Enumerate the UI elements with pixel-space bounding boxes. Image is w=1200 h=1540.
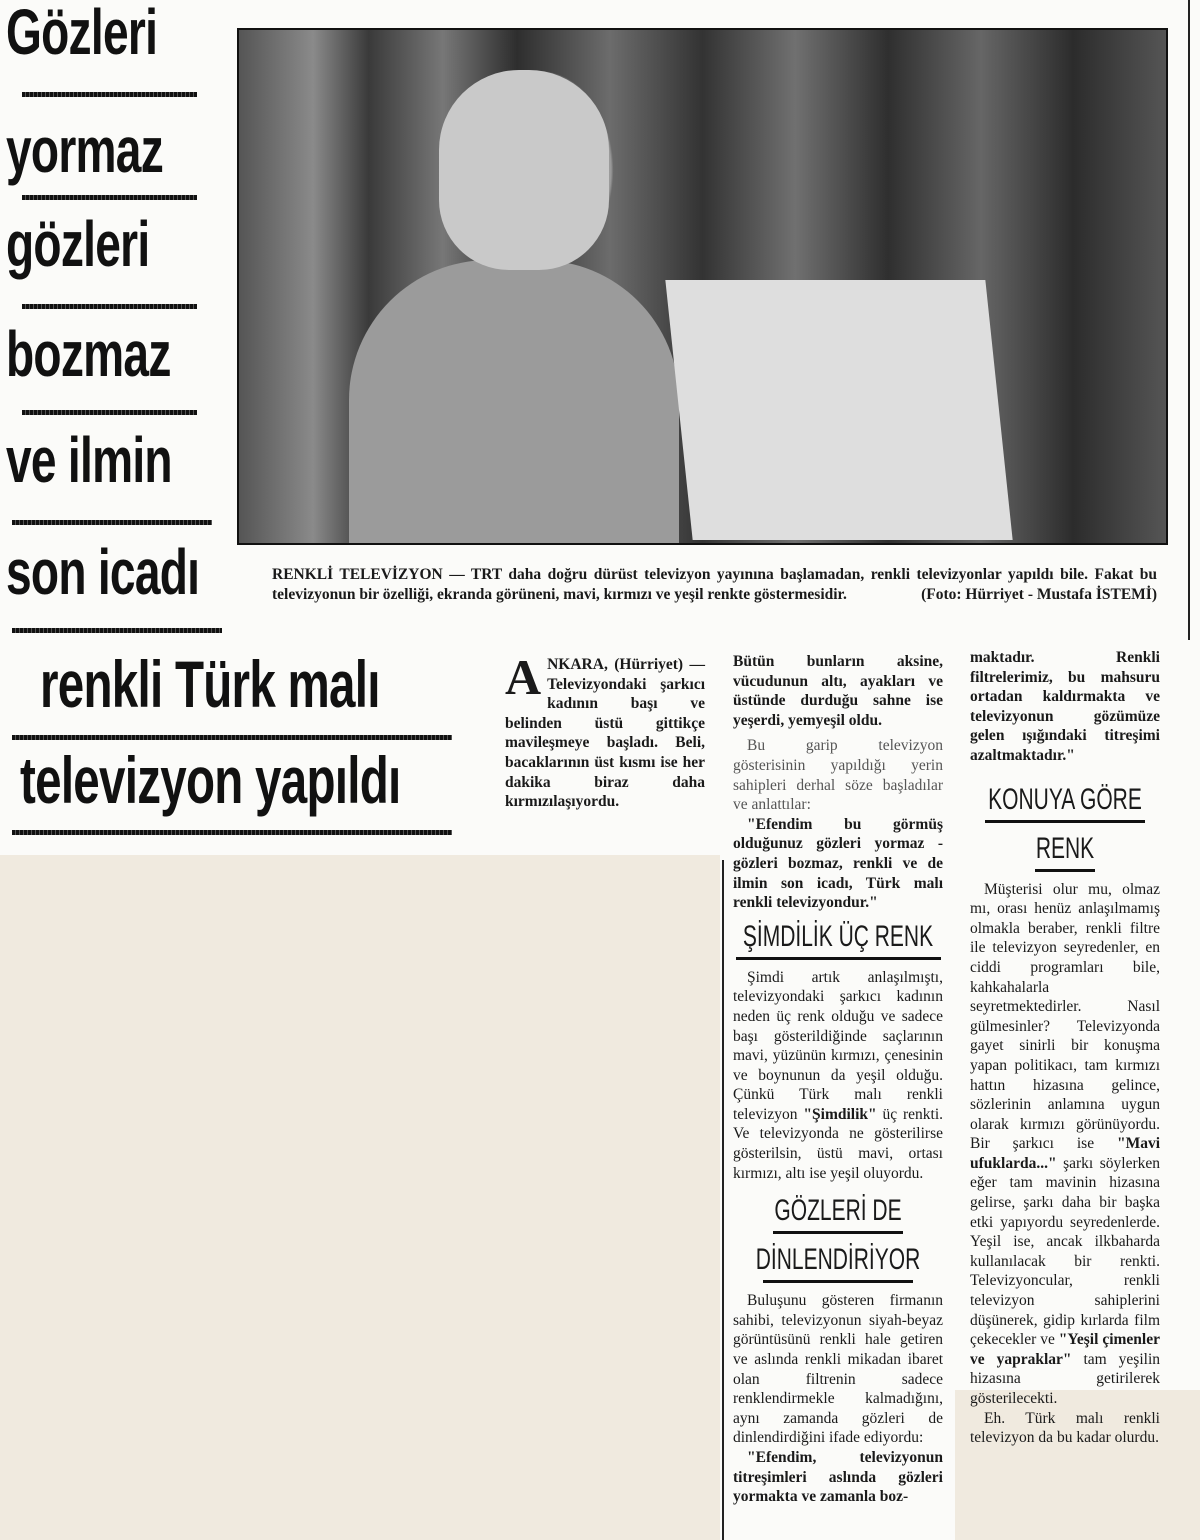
- headline-rule: [22, 410, 197, 415]
- subheading-text: DİNLENDİRİYOR: [755, 1243, 921, 1277]
- article-column-1: [505, 649, 705, 812]
- paragraph: Bütün bunların aksine, vücudunun altı, ayakları ve üstünde durduğu sahne ise yeşerdi, yemyeşil oldu.: [733, 653, 943, 729]
- subheading-text: KONUYA GÖRE: [988, 782, 1142, 816]
- headline-word: bozmaz: [6, 318, 171, 390]
- subheading-rule: [736, 957, 941, 960]
- emphasis: "Şimdilik": [803, 1105, 877, 1123]
- headline-rule: [22, 195, 197, 200]
- subheading: [742, 919, 934, 955]
- paragraph: Eh. Türk malı renkli televizyon da bu kadar olurdu.: [970, 1409, 1160, 1447]
- headline-word: yormaz: [6, 114, 164, 186]
- paragraph: "Efendim, televizyonun titreşimleri aslında gözleri yormakta ve zamanla boz-: [733, 1449, 943, 1506]
- headline-rule: [12, 628, 222, 633]
- photo-tv-screen: [665, 280, 1012, 540]
- caption-text: — TRT daha doğru dürüst televizyon yayınına başlamadan, renkli televizyonlar yapıldı bile. Fakat bu televizyonun bir özelliği, ekranda görüneni, mavi, kırmızı ve yeşil renkte göstermesidir.: [272, 566, 1158, 603]
- subheading-text: RENK: [1035, 831, 1095, 865]
- paragraph: [733, 968, 943, 1184]
- subheading-rule: [773, 1231, 903, 1234]
- headline-line: televizyon yapıldı: [20, 743, 401, 817]
- headline-rule: [12, 520, 212, 525]
- paragraph: Bu garip televizyon gösterisinin yapıldığı yerin sahipleri derhal söze başladılar ve anlattılar:: [733, 737, 943, 814]
- photo-figure: [349, 260, 679, 545]
- subheading-rule: [763, 1280, 913, 1283]
- article-column-3: [970, 648, 1160, 1448]
- caption-label: RENKLİ TELEVİZYON: [272, 566, 443, 583]
- headline-rule: [22, 92, 197, 97]
- headline-line: renkli Türk malı: [40, 647, 380, 721]
- subheading-text: GÖZLERİ DE: [774, 1194, 902, 1228]
- emphasis: "Yeşil çimenler ve yapraklar": [970, 1331, 1160, 1368]
- photo-credit: (Foto: Hürriyet - Mustafa İSTEMİ): [921, 586, 1157, 603]
- headline-word: ve ilmin: [6, 424, 172, 496]
- text: üç renkti. Ve televizyonda ne gösterilirse gösterilsin, üstü mavi, ortası kırmızı, altı ise yeşil oluyordu.: [733, 1105, 944, 1182]
- headline-word: son icadı: [6, 536, 200, 608]
- text: şarkı söylerken eğer tam mavinin hizasına gelirse, şarkı daha bir başka etki yapıyordu seyredenlerde. Yeşil ise, ancak ilkbaharda kullanılacak bir renkti. Televizyoncular, renkli televizyon sahiplerini düşünerek, gidip kırlarda film çekecekler ve: [970, 1154, 1161, 1349]
- column-border: [1188, 0, 1190, 640]
- subheading: [988, 782, 1142, 818]
- column-border: [722, 860, 724, 1540]
- subheading: [999, 831, 1132, 867]
- subheading-rule: [1035, 869, 1095, 872]
- text: tam yeşilin hizasına getirilerek gösterilecekti.: [970, 1350, 1161, 1407]
- article-intro: NKARA, (Hürriyet) — Televizyondaki şarkıcı kadının başı ve belinden üstü gittikçe mavileşmeye başladı. Beli, bacaklarının üst kısmı ise her dakika biraz daha kırmızılaşıyordu.: [505, 656, 705, 811]
- headline-rule: [12, 735, 452, 740]
- photo-woman-with-color-tv: [237, 28, 1168, 545]
- subheading: [765, 1193, 912, 1229]
- paragraph: maktadır. Renkli filtrelerimiz, bu mahsuru ortadan kaldırmakta ve televizyonun gözümüze gelen ışığındaki titreşimi azaltmaktadır.": [970, 649, 1160, 764]
- paragraph: [970, 880, 1160, 1409]
- emphasis: "Mavi ufuklarda...": [970, 1135, 1161, 1172]
- headline-word: Gözleri: [6, 0, 158, 68]
- subheading: [755, 1242, 921, 1278]
- article-column-2: [733, 652, 943, 1507]
- paragraph: "Efendim bu görmüş olduğunuz gözleri yormaz - gözleri bozmaz, renkli ve de ilmin son icadı, Türk malı renkli televizyondur.": [733, 815, 943, 912]
- drop-cap: A: [505, 649, 542, 705]
- text: Müşterisi olur mu, olmaz mı, orası henüz anlaşılmamış olmakla beraber, renkli filtre ile televizyon seyredenler, en ciddi programları bile, kahkahalarla seyretmektedirler. Nasıl gülmesinler? Televizyonda gayet sinirli bir konuşma yapan politikacı, tam kırmızı hattın hizasına gelince, sözlerinin anlamına uygun olarak kırmızı görünüyordu. Bir şarkıcı ise: [970, 880, 1160, 1153]
- subheading-text: ŞİMDİLİK ÜÇ RENK: [742, 919, 934, 953]
- subheading-rule: [985, 820, 1145, 823]
- headline-rule: [22, 304, 197, 309]
- text: Şimdi artık anlaşılmıştı, televizyondaki şarkıcı kadının neden üç renk olduğu ve sadece başı gösterildiğinde saçlarının mavi, yüzünün kırmızı, çenesinin ve boynunun da yeşil olduğu. Çünkü Türk malı renkli televizyon: [733, 968, 943, 1123]
- photo-caption: [272, 565, 1157, 605]
- headline-rule: [12, 830, 452, 835]
- headline-word: gözleri: [6, 208, 150, 280]
- paragraph: Buluşunu gösteren firmanın sahibi, televizyonun siyah-beyaz görüntüsünü renkli hale getiren ve aslında renkli mikadan ibaret olan filtrenin sadece renklendirmekle kalmadığını, aynı zamanda gözleri de dinlendirdiğini ifade ediyordu:: [733, 1292, 943, 1447]
- photo-face: [439, 70, 609, 270]
